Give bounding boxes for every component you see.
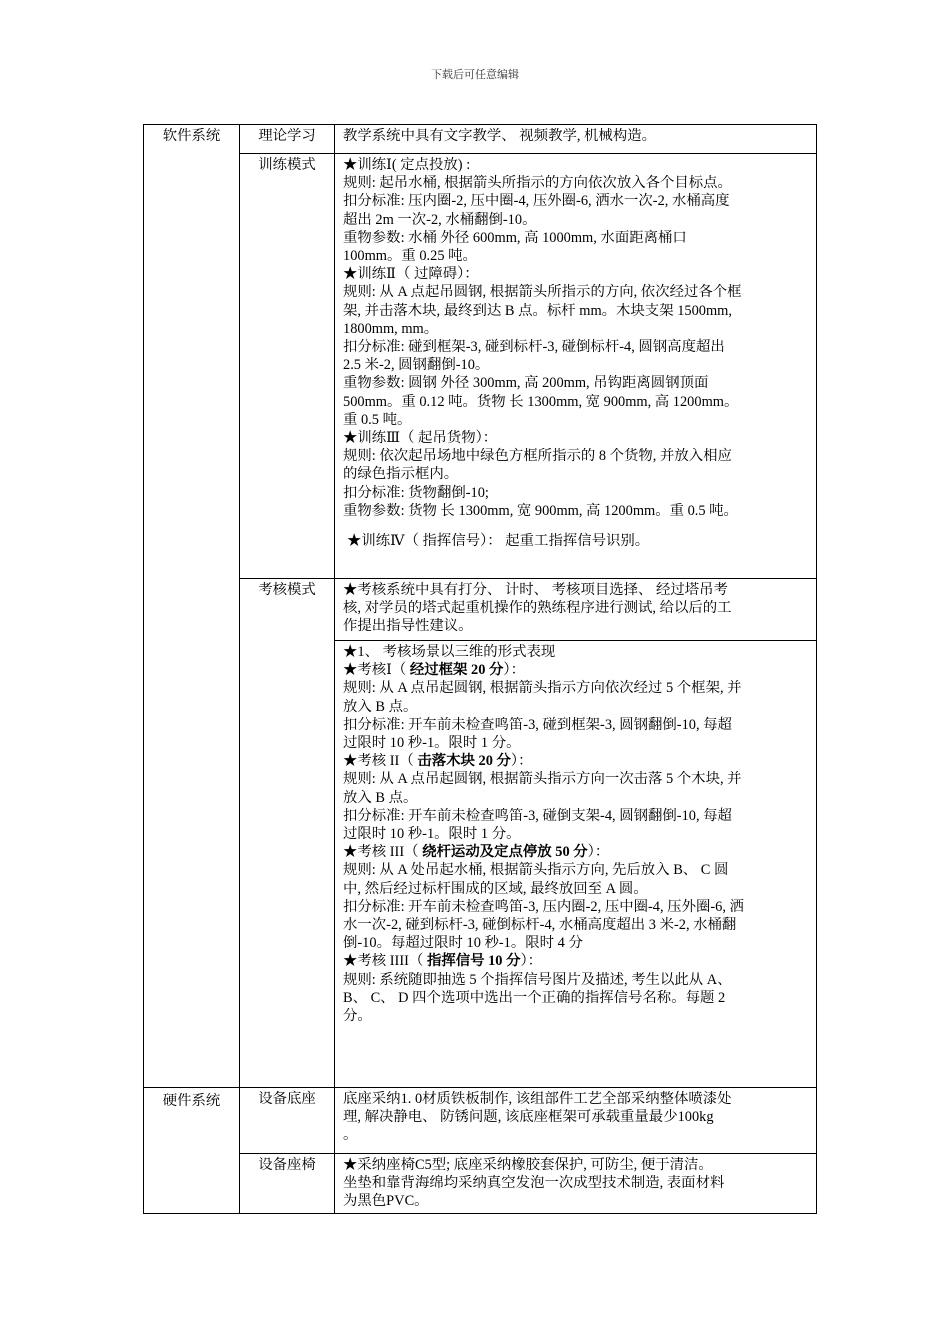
exam-intro-content bbox=[335, 579, 817, 641]
exam4-rule: 规则: 系统随即抽选 5 个指挥信号图片及描述, 考生以此从 A、 bbox=[343, 971, 732, 988]
theory-content bbox=[335, 125, 817, 154]
row-theory bbox=[144, 125, 817, 154]
training3-param: 重物参数: 货物 长 1300mm, 宽 900mm, 高 1200mm。重 0.5 吨。 bbox=[343, 502, 738, 519]
training2-rule-cont2: 1800mm, mm。 bbox=[343, 320, 439, 337]
exam4-rule-cont: B、 C、 D 四个选项中选出一个正确的指挥信号名称。每题 2 bbox=[343, 989, 726, 1006]
exam3-rule-cont: 中, 然后经过标杆围成的区域, 最终放回至 A 圆。 bbox=[343, 880, 648, 897]
category-software-label: 软件系统 bbox=[162, 128, 221, 144]
exam-scene: ★1、 考核场景以三维的形式表现 bbox=[343, 644, 556, 660]
training4-title: ★训练Ⅳ（ 指挥信号）： 起重工指挥信号识别。 bbox=[347, 533, 650, 550]
base-content bbox=[335, 1088, 817, 1154]
exam3-deduct: 扣分标准: 开车前未检查鸣笛-3, 压内圈-2, 压中圈-4, 压外圈-6, 洒 bbox=[343, 898, 744, 915]
exam1-rule-cont: 放入 B 点。 bbox=[343, 698, 418, 715]
exam1-title bbox=[343, 661, 808, 679]
training2-rule-cont: 架, 并击落木块, 最终到达 B 点。标杆 mm。木块支架 1500mm, bbox=[343, 302, 732, 319]
sub-seat bbox=[240, 1154, 335, 1214]
exam-detail-content bbox=[335, 641, 817, 1088]
training2-deduct: 扣分标准: 碰到框架-3, 碰到标杆-3, 碰倒标杆-4, 圆钢高度超出 bbox=[343, 339, 725, 356]
training2-param-cont2: 重 0.5 吨。 bbox=[343, 411, 412, 428]
training2-param: 重物参数: 圆钢 外径 300mm, 高 200mm, 吊钩距离圆钢顶面 bbox=[343, 375, 709, 392]
spacer bbox=[343, 520, 808, 532]
sub-theory bbox=[240, 125, 335, 154]
exam4-rule-cont2: 分。 bbox=[343, 1008, 372, 1025]
training2-rule: 规则: 从 A 点起吊圆钢, 根据箭头所指示的方向, 依次经过各个框 bbox=[343, 284, 742, 301]
exam3-deduct-cont: 水一次-2, 碰到标杆-3, 碰倒标杆-4, 水桶高度超出 3 米-2, 水桶翻 bbox=[343, 917, 737, 934]
training1-param-cont: 100mm。重 0.25 吨。 bbox=[343, 248, 477, 265]
exam1-rule: 规则: 从 A 点吊起圆钢, 根据箭头指示方向依次经过 5 个框架, 并 bbox=[343, 680, 742, 697]
base-text-cont2: 。 bbox=[343, 1127, 358, 1144]
exam2-rule: 规则: 从 A 点吊起圆钢, 根据箭头指示方向一次击落 5 个木块, 并 bbox=[343, 771, 742, 788]
training3-rule-cont: 的绿色指示框内。 bbox=[343, 466, 459, 483]
seat-text-cont: 坐垫和靠背海绵均采纳真空发泡一次成型技术制造, 表面材料 bbox=[343, 1175, 725, 1192]
exam-intro-text-cont2: 作提出指导性建议。 bbox=[343, 618, 473, 635]
sub-exam bbox=[240, 579, 335, 1088]
training2-title: ★训练Ⅱ（ 过障碍）： bbox=[343, 266, 479, 283]
sub-training-label: 训练模式 bbox=[258, 157, 316, 173]
exam1-title-suffix: ）： bbox=[503, 662, 525, 679]
exam4-title-suffix: ）： bbox=[520, 953, 543, 970]
sub-exam-label: 考核模式 bbox=[258, 582, 316, 598]
exam2-title-prefix: ★考核 II（ bbox=[343, 753, 418, 770]
spec-table bbox=[143, 124, 817, 1214]
base-text: 底座采纳1. 0材质铁板制作, 该组部件工艺全部采纳整体喷漆处 bbox=[343, 1091, 732, 1107]
exam3-title-bold: 绕杆运动及定点停放 50 分 bbox=[422, 844, 588, 861]
exam4-title bbox=[343, 952, 808, 970]
training1-param: 重物参数: 水桶 外径 600mm, 高 1000mm, 水面距离桶口 bbox=[343, 229, 687, 246]
row-seat bbox=[144, 1154, 817, 1214]
exam3-deduct-cont2: 倒-10。每超过限时 10 秒-1。限时 4 分 bbox=[343, 935, 583, 952]
exam2-deduct: 扣分标准: 开车前未检查鸣笛-3, 碰倒支架-4, 圆钢翻倒-10, 每超 bbox=[343, 807, 732, 824]
sub-base-label: 设备底座 bbox=[258, 1091, 316, 1107]
page-header: 下载后可任意编辑 bbox=[431, 69, 519, 81]
exam4-title-bold: 指挥信号 10 分 bbox=[426, 953, 521, 970]
exam3-title-suffix: ）： bbox=[587, 844, 610, 861]
sub-training bbox=[240, 154, 335, 579]
exam3-title-prefix: ★考核 III（ bbox=[343, 844, 423, 861]
exam-intro-text: ★考核系统中具有打分、 计时、 考核项目选择、 经过塔吊考 bbox=[343, 582, 728, 598]
training1-deduct: 扣分标准: 压内圈-2, 压中圈-4, 压外圈-6, 洒水一次-2, 水桶高度 bbox=[343, 193, 730, 210]
sub-base bbox=[240, 1088, 335, 1154]
seat-content bbox=[335, 1154, 817, 1214]
seat-text: ★采纳座椅C5型; 底座采纳橡胶套保护, 可防尘, 便于清洁。 bbox=[343, 1157, 713, 1173]
exam2-title bbox=[343, 752, 808, 770]
theory-text: 教学系统中具有文字教学、 视频教学, 机械构造。 bbox=[343, 128, 656, 144]
training3-rule: 规则: 依次起吊场地中绿色方框所指示的 8 个货物, 并放入相应 bbox=[343, 448, 732, 465]
seat-text-cont2: 为黑色PVC。 bbox=[343, 1193, 429, 1210]
sub-seat-label: 设备座椅 bbox=[258, 1157, 316, 1173]
category-software bbox=[144, 125, 240, 1088]
exam1-title-prefix: ★考核Ⅰ（ bbox=[343, 662, 410, 679]
training-content bbox=[335, 154, 817, 579]
training1-rule: 规则: 起吊水桶, 根据箭头所指示的方向依次放入各个目标点。 bbox=[343, 175, 732, 192]
exam-intro-text-cont: 核, 对学员的塔式起重机操作的熟练程序进行测试, 给以后的工 bbox=[343, 600, 732, 617]
category-hardware bbox=[144, 1088, 240, 1214]
row-exam-intro bbox=[144, 579, 817, 641]
training1-deduct-cont: 超出 2m 一次-2, 水桶翻倒-10。 bbox=[343, 211, 537, 228]
exam4-title-prefix: ★考核 IIII（ bbox=[343, 953, 427, 970]
exam3-rule: 规则: 从 A 处吊起水桶, 根据箭头指示方向, 先后放入 B、 C 圆 bbox=[343, 862, 729, 879]
exam3-title bbox=[343, 843, 808, 861]
exam2-deduct-cont: 过限时 10 秒-1。限时 1 分。 bbox=[343, 826, 521, 843]
exam2-rule-cont: 放入 B 点。 bbox=[343, 789, 418, 806]
exam1-deduct-cont: 过限时 10 秒-1。限时 1 分。 bbox=[343, 735, 521, 752]
exam2-title-suffix: ）： bbox=[510, 753, 533, 770]
training2-param-cont: 500mm。重 0.12 吨。货物 长 1300mm, 宽 900mm, 高 1200mm。 bbox=[343, 393, 739, 410]
row-training bbox=[144, 154, 817, 579]
training3-deduct: 扣分标准: 货物翻倒-10; bbox=[343, 484, 489, 501]
exam1-deduct: 扣分标准: 开车前未检查鸣笛-3, 碰到框架-3, 圆钢翻倒-10, 每超 bbox=[343, 716, 732, 733]
exam2-title-bold: 击落木块 20 分 bbox=[417, 753, 511, 770]
row-base bbox=[144, 1088, 817, 1154]
category-hardware-label: 硬件系统 bbox=[162, 1093, 221, 1109]
training2-deduct-cont: 2.5 米-2, 圆钢翻倒-10。 bbox=[343, 357, 490, 374]
training3-title: ★训练Ⅲ（ 起吊货物）： bbox=[343, 430, 498, 447]
exam1-title-bold: 经过框架 20 分 bbox=[409, 662, 504, 679]
training1-title: ★训练Ⅰ( 定点投放) : bbox=[343, 157, 471, 173]
sub-theory-label: 理论学习 bbox=[258, 128, 316, 144]
base-text-cont: 理, 解决静电、 防锈问题, 该底座框架可承载重量最少100kg bbox=[343, 1109, 714, 1126]
